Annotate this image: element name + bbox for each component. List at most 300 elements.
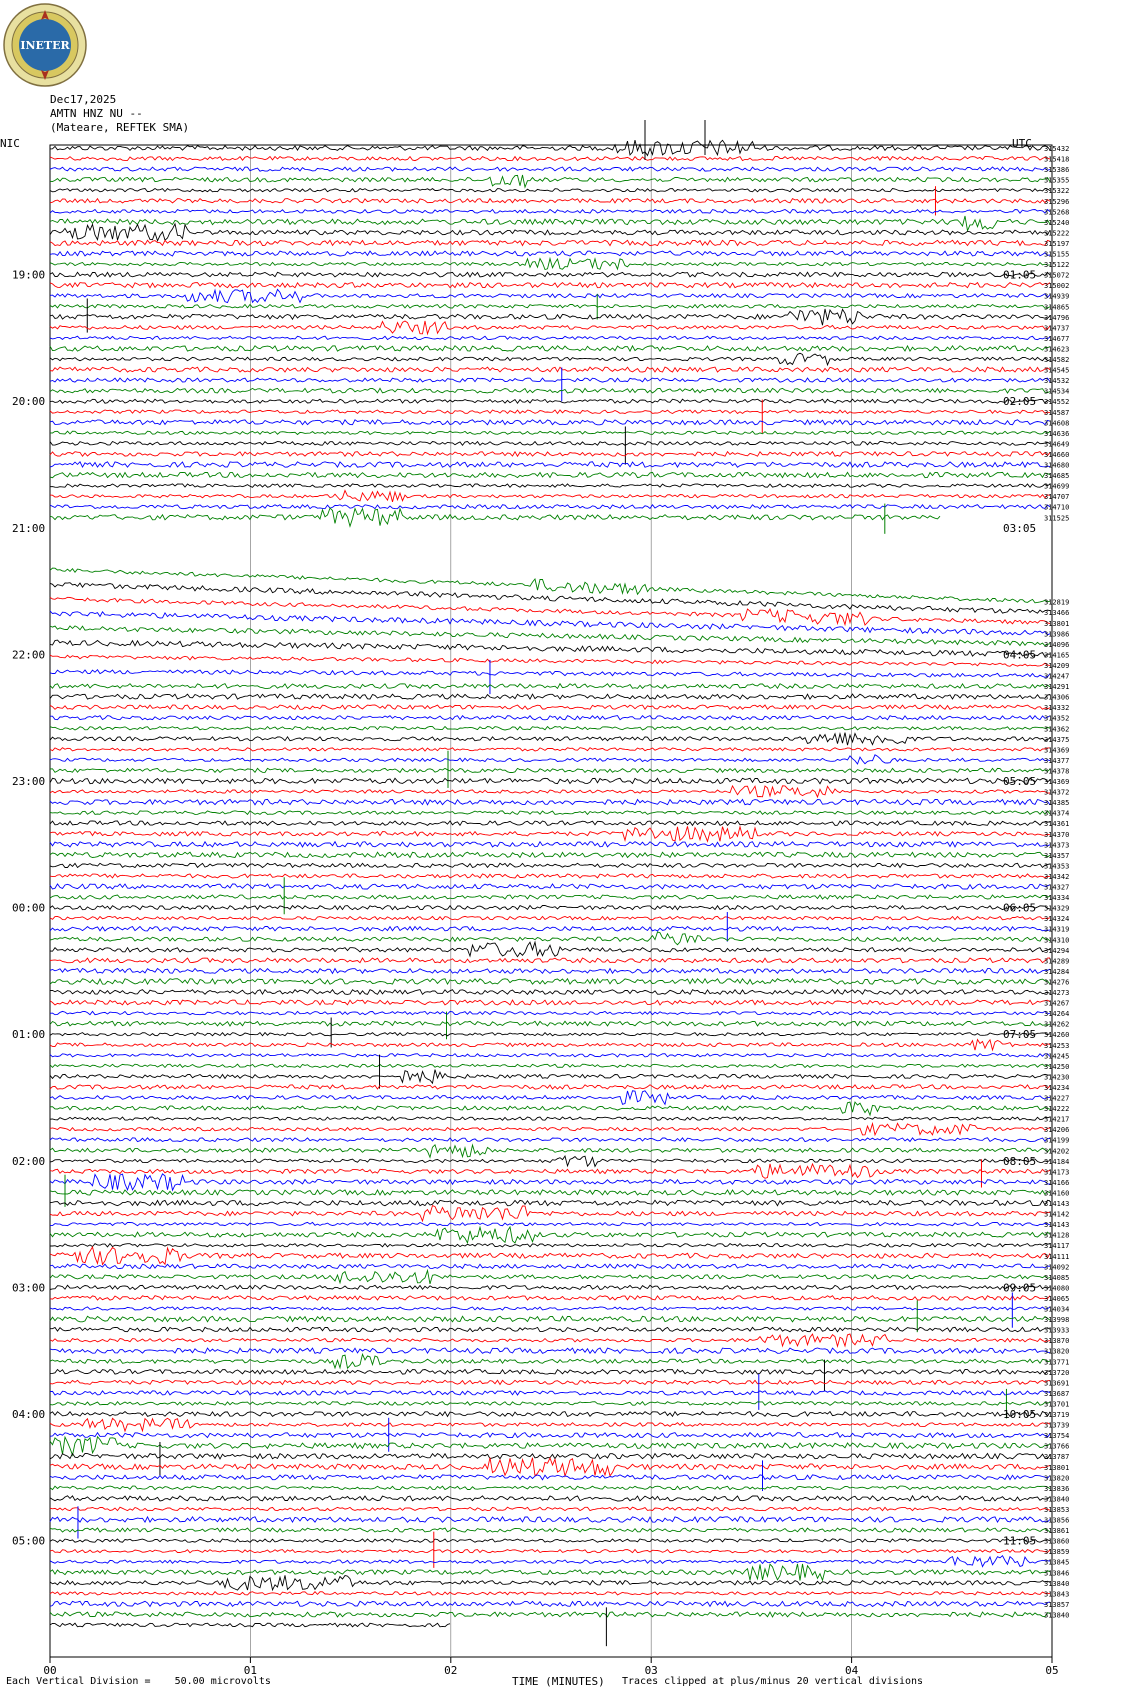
- trace-line: [50, 1190, 1050, 1195]
- trace-value-label: 314291: [1044, 683, 1070, 692]
- trace-value-label: 314361: [1044, 820, 1070, 829]
- trace-line: [50, 1433, 1050, 1438]
- trace-value-label: 314329: [1044, 904, 1070, 913]
- trace-value-label: 314649: [1044, 440, 1070, 449]
- trace-value-label: 313986: [1044, 630, 1070, 639]
- logo-text: INETER: [20, 39, 70, 52]
- trace-line: [50, 1085, 1050, 1089]
- left-time-label: 04:00: [12, 1408, 46, 1421]
- trace-value-label: 314245: [1044, 1052, 1070, 1061]
- trace-value-label: 313691: [1044, 1379, 1070, 1388]
- left-time-label: 21:00: [12, 521, 46, 535]
- trace-line: [50, 1601, 1050, 1606]
- right-time-label: 04:05: [1003, 648, 1037, 662]
- trace-value-label: 314796: [1044, 313, 1070, 322]
- trace-value-label: 314623: [1044, 345, 1070, 354]
- trace-line: [50, 1418, 1050, 1431]
- trace-line: [50, 140, 1050, 155]
- trace-line: [50, 568, 1050, 603]
- trace-value-label: 314680: [1044, 461, 1070, 470]
- trace-value-label: 314375: [1044, 735, 1070, 744]
- trace-value-label: 313719: [1044, 1411, 1070, 1419]
- trace-value-label: 313933: [1044, 1326, 1070, 1335]
- trace-value-label: 315268: [1044, 208, 1070, 217]
- trace-value-label: 315386: [1044, 166, 1070, 175]
- trace-value-label: 313466: [1044, 609, 1070, 618]
- trace-line: [50, 1316, 1050, 1322]
- trace-value-label: 313836: [1044, 1484, 1070, 1493]
- trace-line: [50, 733, 1050, 746]
- trace-value-label: 314707: [1044, 493, 1070, 502]
- trace-value-label: 314165: [1044, 651, 1070, 660]
- trace-value-label: 314385: [1044, 799, 1070, 808]
- trace-line: [50, 1475, 1050, 1480]
- trace-value-label: 314085: [1044, 1273, 1070, 1282]
- trace-line: [50, 942, 1050, 957]
- right-time-label: 06:05: [1003, 901, 1037, 915]
- trace-line: [50, 1575, 1050, 1590]
- left-time-label: 03:00: [12, 1281, 46, 1295]
- trace-line: [50, 1123, 1050, 1135]
- trace-line: [50, 283, 1050, 288]
- trace-value-label: 314306: [1044, 693, 1070, 702]
- trace-value-label: 314352: [1044, 714, 1070, 723]
- trace-value-label: 314234: [1044, 1083, 1070, 1092]
- trace-line: [50, 167, 1050, 171]
- trace-line: [50, 1550, 1050, 1553]
- left-corner-label: NIC: [0, 137, 20, 150]
- trace-value-label: 314247: [1044, 672, 1070, 681]
- trace-value-label: 315240: [1044, 218, 1070, 227]
- header-station: AMTN HNZ NU --: [50, 107, 143, 120]
- trace-line: [50, 1011, 1050, 1014]
- trace-line: [50, 684, 1050, 689]
- trace-value-label: 313843: [1044, 1590, 1070, 1599]
- trace-line: [50, 1391, 1050, 1395]
- trace-line: [50, 655, 1050, 666]
- trace-value-label: 314319: [1044, 925, 1070, 934]
- trace-value-label: 315072: [1044, 271, 1070, 280]
- trace-value-label: 313820: [1044, 1474, 1070, 1483]
- trace-line: [50, 979, 1050, 985]
- x-axis-label: TIME (MINUTES): [512, 1675, 605, 1688]
- trace-line: [50, 175, 1050, 187]
- trace-line: [50, 786, 1050, 797]
- trace-value-label: 314264: [1044, 1010, 1070, 1019]
- x-tick-label: 00: [43, 1664, 57, 1677]
- trace-line: [50, 1296, 1050, 1300]
- trace-value-label: 313845: [1044, 1558, 1070, 1567]
- trace-value-label: 314369: [1044, 778, 1070, 786]
- trace-value-label: 313754: [1044, 1432, 1070, 1441]
- trace-value-label: 313998: [1044, 1316, 1070, 1325]
- trace-line: [50, 1348, 1050, 1353]
- trace-value-label: 313840: [1044, 1579, 1070, 1588]
- trace-value-label: 314378: [1044, 767, 1070, 776]
- left-time-label: 02:00: [12, 1154, 46, 1168]
- trace-line: [50, 1174, 1050, 1190]
- trace-value-label: 314332: [1044, 704, 1070, 713]
- trace-line: [50, 1285, 1050, 1289]
- x-tick-label: 03: [644, 1664, 658, 1677]
- trace-value-label: 314939: [1044, 292, 1070, 301]
- trace-line: [50, 1517, 1050, 1522]
- trace-line: [50, 224, 1050, 241]
- trace-line: [50, 1145, 1050, 1158]
- trace-value-label: 315296: [1044, 197, 1070, 206]
- header-date: Dec17,2025: [50, 93, 117, 106]
- trace-line: [50, 367, 1050, 372]
- trace-line: [50, 958, 1050, 963]
- trace-value-label: 314065: [1044, 1294, 1070, 1303]
- trace-line: [50, 932, 1050, 945]
- trace-value-label: 315418: [1044, 155, 1070, 164]
- trace-line: [50, 491, 1050, 502]
- trace-line: [50, 378, 1050, 382]
- trace-line: [50, 199, 1050, 203]
- trace-value-label: 314206: [1044, 1126, 1070, 1135]
- trace-line: [50, 916, 1050, 920]
- trace-line: [50, 1200, 1050, 1205]
- trace-line: [50, 611, 1050, 635]
- trace-value-label: 314250: [1044, 1062, 1070, 1071]
- x-tick-label: 01: [243, 1664, 258, 1677]
- trace-line: [50, 1327, 1050, 1332]
- trace-value-label: 314166: [1044, 1178, 1070, 1187]
- trace-value-label: 313739: [1044, 1421, 1070, 1430]
- trace-line: [50, 926, 1050, 931]
- trace-value-label: 314096: [1044, 640, 1070, 649]
- trace-value-label: 314737: [1044, 324, 1070, 333]
- trace-value-label: 314310: [1044, 936, 1070, 945]
- trace-line: [50, 216, 1050, 231]
- trace-line: [50, 272, 1050, 277]
- trace-line: [50, 1206, 1050, 1221]
- trace-line: [50, 1000, 1050, 1005]
- trace-line: [50, 1222, 1050, 1225]
- trace-value-label: 314369: [1044, 746, 1070, 755]
- left-time-label: 01:00: [12, 1028, 46, 1042]
- trace-line: [50, 768, 1050, 772]
- trace-line: [50, 863, 1050, 867]
- trace-value-label: 313861: [1044, 1527, 1070, 1536]
- trace-line: [50, 826, 1050, 841]
- trace-value-label: 314324: [1044, 915, 1070, 924]
- trace-value-label: 314374: [1044, 809, 1070, 818]
- trace-line: [50, 346, 1050, 351]
- trace-line: [50, 694, 1050, 699]
- trace-value-label: 314143: [1044, 1200, 1070, 1208]
- trace-line: [50, 799, 1050, 804]
- right-time-label: 02:05: [1003, 395, 1037, 409]
- left-time-label: 19:00: [12, 268, 46, 282]
- trace-line: [50, 1539, 1050, 1542]
- trace-line: [50, 1402, 1050, 1406]
- trace-value-label: 314636: [1044, 429, 1070, 438]
- trace-line: [50, 1458, 1050, 1476]
- trace-value-label: 314080: [1044, 1284, 1070, 1293]
- trace-line: [50, 210, 1050, 214]
- trace-line: [50, 1556, 1050, 1567]
- trace-line: [50, 251, 1050, 256]
- trace-value-label: 314289: [1044, 957, 1070, 966]
- scale-note: Each Vertical Division = 50.00 microvolts: [6, 1676, 271, 1687]
- trace-line: [50, 1354, 1050, 1368]
- trace-line: [50, 1370, 1050, 1375]
- trace-value-label: 314117: [1044, 1242, 1070, 1251]
- trace-value-label: 314230: [1044, 1073, 1070, 1082]
- trace-value-label: 313687: [1044, 1389, 1070, 1398]
- right-time-label: 09:05: [1003, 1281, 1037, 1295]
- trace-line: [50, 1380, 1050, 1384]
- trace-line: [50, 420, 1050, 425]
- trace-value-label: 314262: [1044, 1020, 1070, 1029]
- trace-line: [50, 1164, 1050, 1178]
- trace-value-label: 315122: [1044, 261, 1070, 270]
- trace-value-label: 314357: [1044, 851, 1070, 860]
- trace-value-label: 314034: [1044, 1305, 1070, 1314]
- trace-line: [50, 811, 1050, 815]
- trace-line: [50, 505, 1050, 509]
- x-tick-label: 02: [444, 1664, 458, 1677]
- trace-value-label: 313766: [1044, 1442, 1070, 1451]
- trace-line: [50, 1623, 450, 1627]
- trace-line: [50, 1021, 1050, 1026]
- trace-line: [50, 1033, 1050, 1036]
- trace-line: [50, 1138, 1050, 1142]
- trace-line: [50, 852, 1050, 857]
- trace-value-label: 314587: [1044, 408, 1070, 417]
- trace-value-label: 313846: [1044, 1569, 1070, 1578]
- trace-line: [50, 1064, 1050, 1067]
- trace-value-label: 313801: [1044, 619, 1070, 628]
- trace-value-label: 314660: [1044, 450, 1070, 459]
- trace-value-label: 313720: [1044, 1368, 1070, 1377]
- trace-line: [50, 626, 1050, 646]
- trace-line: [50, 874, 1050, 878]
- left-time-label: 20:00: [12, 395, 46, 409]
- right-time-label: 11:05: [1003, 1534, 1037, 1548]
- trace-line: [50, 1040, 1050, 1051]
- trace-line: [50, 431, 1050, 434]
- right-time-label: 01:05: [1003, 268, 1037, 282]
- trace-value-label: 314276: [1044, 978, 1070, 987]
- right-time-label: 05:05: [1003, 775, 1037, 788]
- right-time-label: 10:05: [1003, 1408, 1037, 1421]
- trace-line: [50, 1091, 1050, 1105]
- trace-value-label: 311525: [1044, 514, 1070, 523]
- trace-value-label: 313787: [1044, 1453, 1070, 1462]
- trace-line: [50, 1271, 1050, 1284]
- trace-line: [50, 309, 1050, 325]
- trace-line: [50, 462, 1050, 467]
- trace-value-label: 315002: [1044, 282, 1070, 291]
- trace-value-label: 314710: [1044, 503, 1070, 512]
- trace-value-label: 314534: [1044, 387, 1070, 396]
- trace-line: [50, 189, 1050, 192]
- trace-value-label: 315222: [1044, 229, 1070, 238]
- left-time-label: 22:00: [12, 648, 46, 662]
- trace-value-label: 314173: [1044, 1168, 1070, 1177]
- trace-line: [50, 452, 1050, 457]
- trace-line: [50, 304, 1050, 308]
- trace-value-label: 314253: [1044, 1041, 1070, 1050]
- trace-value-label: 314111: [1044, 1252, 1070, 1261]
- trace-value-label: 313820: [1044, 1347, 1070, 1356]
- trace-line: [50, 748, 1050, 751]
- trace-line: [50, 705, 1050, 709]
- trace-value-label: 314334: [1044, 894, 1070, 903]
- trace-line: [50, 508, 940, 526]
- trace-value-label: 314342: [1044, 872, 1070, 881]
- trace-line: [50, 1244, 1050, 1247]
- trace-value-label: 314327: [1044, 883, 1070, 892]
- trace-value-label: 314128: [1044, 1231, 1070, 1240]
- trace-value-label: 314582: [1044, 356, 1070, 364]
- trace-value-label: 314284: [1044, 967, 1070, 976]
- trace-value-label: 314092: [1044, 1263, 1070, 1272]
- trace-value-label: 314273: [1044, 989, 1070, 997]
- trace-value-label: 314267: [1044, 999, 1070, 1008]
- trace-line: [50, 990, 1050, 995]
- trace-value-label: 314227: [1044, 1094, 1070, 1103]
- trace-line: [50, 727, 1050, 731]
- trace-value-label: 314353: [1044, 862, 1070, 871]
- trace-value-label: 314260: [1044, 1031, 1070, 1040]
- trace-value-label: 314865: [1044, 303, 1070, 312]
- trace-line: [50, 388, 1050, 393]
- header-location: (Mateare, REFTEK SMA): [50, 121, 190, 134]
- trace-line: [50, 1247, 1050, 1265]
- trace-value-label: 313801: [1044, 1463, 1070, 1472]
- trace-line: [50, 442, 1050, 446]
- trace-value-label: 314685: [1044, 472, 1070, 481]
- trace-value-label: 314552: [1044, 398, 1070, 407]
- trace-value-label: 313701: [1044, 1400, 1070, 1409]
- right-corner-label: UTC: [1012, 137, 1032, 150]
- trace-line: [50, 1264, 1050, 1268]
- trace-value-label: 313870: [1044, 1337, 1070, 1346]
- trace-line: [50, 336, 1050, 339]
- trace-line: [50, 410, 1050, 414]
- trace-value-label: 314373: [1044, 841, 1070, 850]
- trace-line: [50, 1592, 1050, 1595]
- trace-line: [50, 157, 1050, 161]
- clip-note: Traces clipped at plus/minus 20 vertical divisions: [622, 1676, 924, 1687]
- trace-line: [50, 472, 1050, 477]
- trace-line: [50, 1564, 1050, 1581]
- trace-line: [50, 906, 1050, 910]
- left-time-label: 00:00: [12, 901, 46, 915]
- trace-value-label: 314143: [1044, 1221, 1070, 1230]
- trace-line: [50, 1507, 1050, 1511]
- trace-value-label: 314202: [1044, 1147, 1070, 1156]
- trace-line: [50, 1054, 1050, 1057]
- trace-line: [50, 1528, 1050, 1532]
- trace-line: [50, 240, 1050, 245]
- trace-line: [50, 399, 1050, 403]
- trace-line: [50, 259, 1050, 270]
- trace-value-label: 313840: [1044, 1495, 1070, 1504]
- trace-line: [50, 670, 1050, 678]
- trace-line: [50, 640, 1050, 657]
- right-time-label: 07:05: [1003, 1028, 1037, 1042]
- trace-value-label: 315155: [1044, 250, 1070, 259]
- trace-value-label: 314677: [1044, 334, 1070, 343]
- trace-value-label: 314608: [1044, 419, 1070, 428]
- trace-value-label: 314142: [1044, 1210, 1070, 1219]
- trace-value-label: 314209: [1044, 661, 1070, 670]
- trace-value-label: 314370: [1044, 830, 1070, 839]
- x-tick-label: 04: [844, 1664, 859, 1677]
- trace-line: [50, 884, 1050, 889]
- trace-value-label: 313840: [1044, 1611, 1070, 1620]
- right-time-label: 08:05: [1003, 1154, 1037, 1168]
- trace-line: [50, 597, 1050, 625]
- trace-line: [50, 1437, 1050, 1455]
- trace-value-label: 314532: [1044, 377, 1070, 386]
- trace-line: [50, 353, 1050, 365]
- left-time-label: 05:00: [12, 1534, 46, 1548]
- trace-value-label: 315432: [1044, 145, 1070, 153]
- trace-value-label: 313771: [1044, 1358, 1070, 1367]
- trace-value-label: 312819: [1044, 598, 1070, 607]
- left-time-label: 23:00: [12, 775, 46, 788]
- trace-value-label: 314545: [1044, 366, 1070, 375]
- trace-line: [50, 484, 1050, 487]
- trace-value-label: 314217: [1044, 1115, 1070, 1124]
- trace-line: [50, 1156, 1050, 1166]
- trace-line: [50, 1117, 1050, 1120]
- trace-line: [50, 842, 1050, 847]
- trace-value-label: 314184: [1044, 1157, 1070, 1166]
- trace-line: [50, 969, 1050, 974]
- trace-value-label: 314362: [1044, 725, 1070, 734]
- trace-line: [50, 1070, 1050, 1084]
- trace-value-label: 313853: [1044, 1505, 1070, 1514]
- trace-line: [50, 778, 1050, 783]
- trace-line: [50, 289, 1050, 302]
- trace-value-label: 314294: [1044, 946, 1070, 955]
- trace-line: [50, 1307, 1050, 1310]
- trace-line: [50, 1334, 1050, 1346]
- trace-line: [50, 716, 1050, 720]
- trace-line: [50, 755, 1050, 764]
- trace-line: [50, 1412, 1050, 1417]
- trace-value-label: 313857: [1044, 1600, 1070, 1609]
- trace-value-label: 314160: [1044, 1189, 1070, 1198]
- trace-value-label: 313859: [1044, 1548, 1070, 1557]
- trace-value-label: 314372: [1044, 788, 1070, 797]
- trace-line: [50, 1102, 1050, 1115]
- trace-line: [50, 895, 1050, 899]
- trace-value-label: 315322: [1044, 187, 1070, 196]
- trace-value-label: 313860: [1044, 1537, 1070, 1546]
- trace-line: [50, 321, 1050, 334]
- right-time-label: 03:05: [1003, 521, 1037, 535]
- trace-line: [50, 821, 1050, 825]
- trace-value-label: 314699: [1044, 482, 1070, 491]
- trace-line: [50, 1227, 1050, 1243]
- trace-line: [50, 1612, 1050, 1617]
- trace-line: [50, 1496, 1050, 1501]
- trace-value-label: 314222: [1044, 1105, 1070, 1114]
- trace-value-label: 313856: [1044, 1516, 1070, 1525]
- trace-value-label: 315197: [1044, 239, 1070, 248]
- x-tick-label: 05: [1045, 1664, 1059, 1677]
- trace-line: [50, 1486, 1050, 1490]
- trace-value-label: 315355: [1044, 176, 1070, 185]
